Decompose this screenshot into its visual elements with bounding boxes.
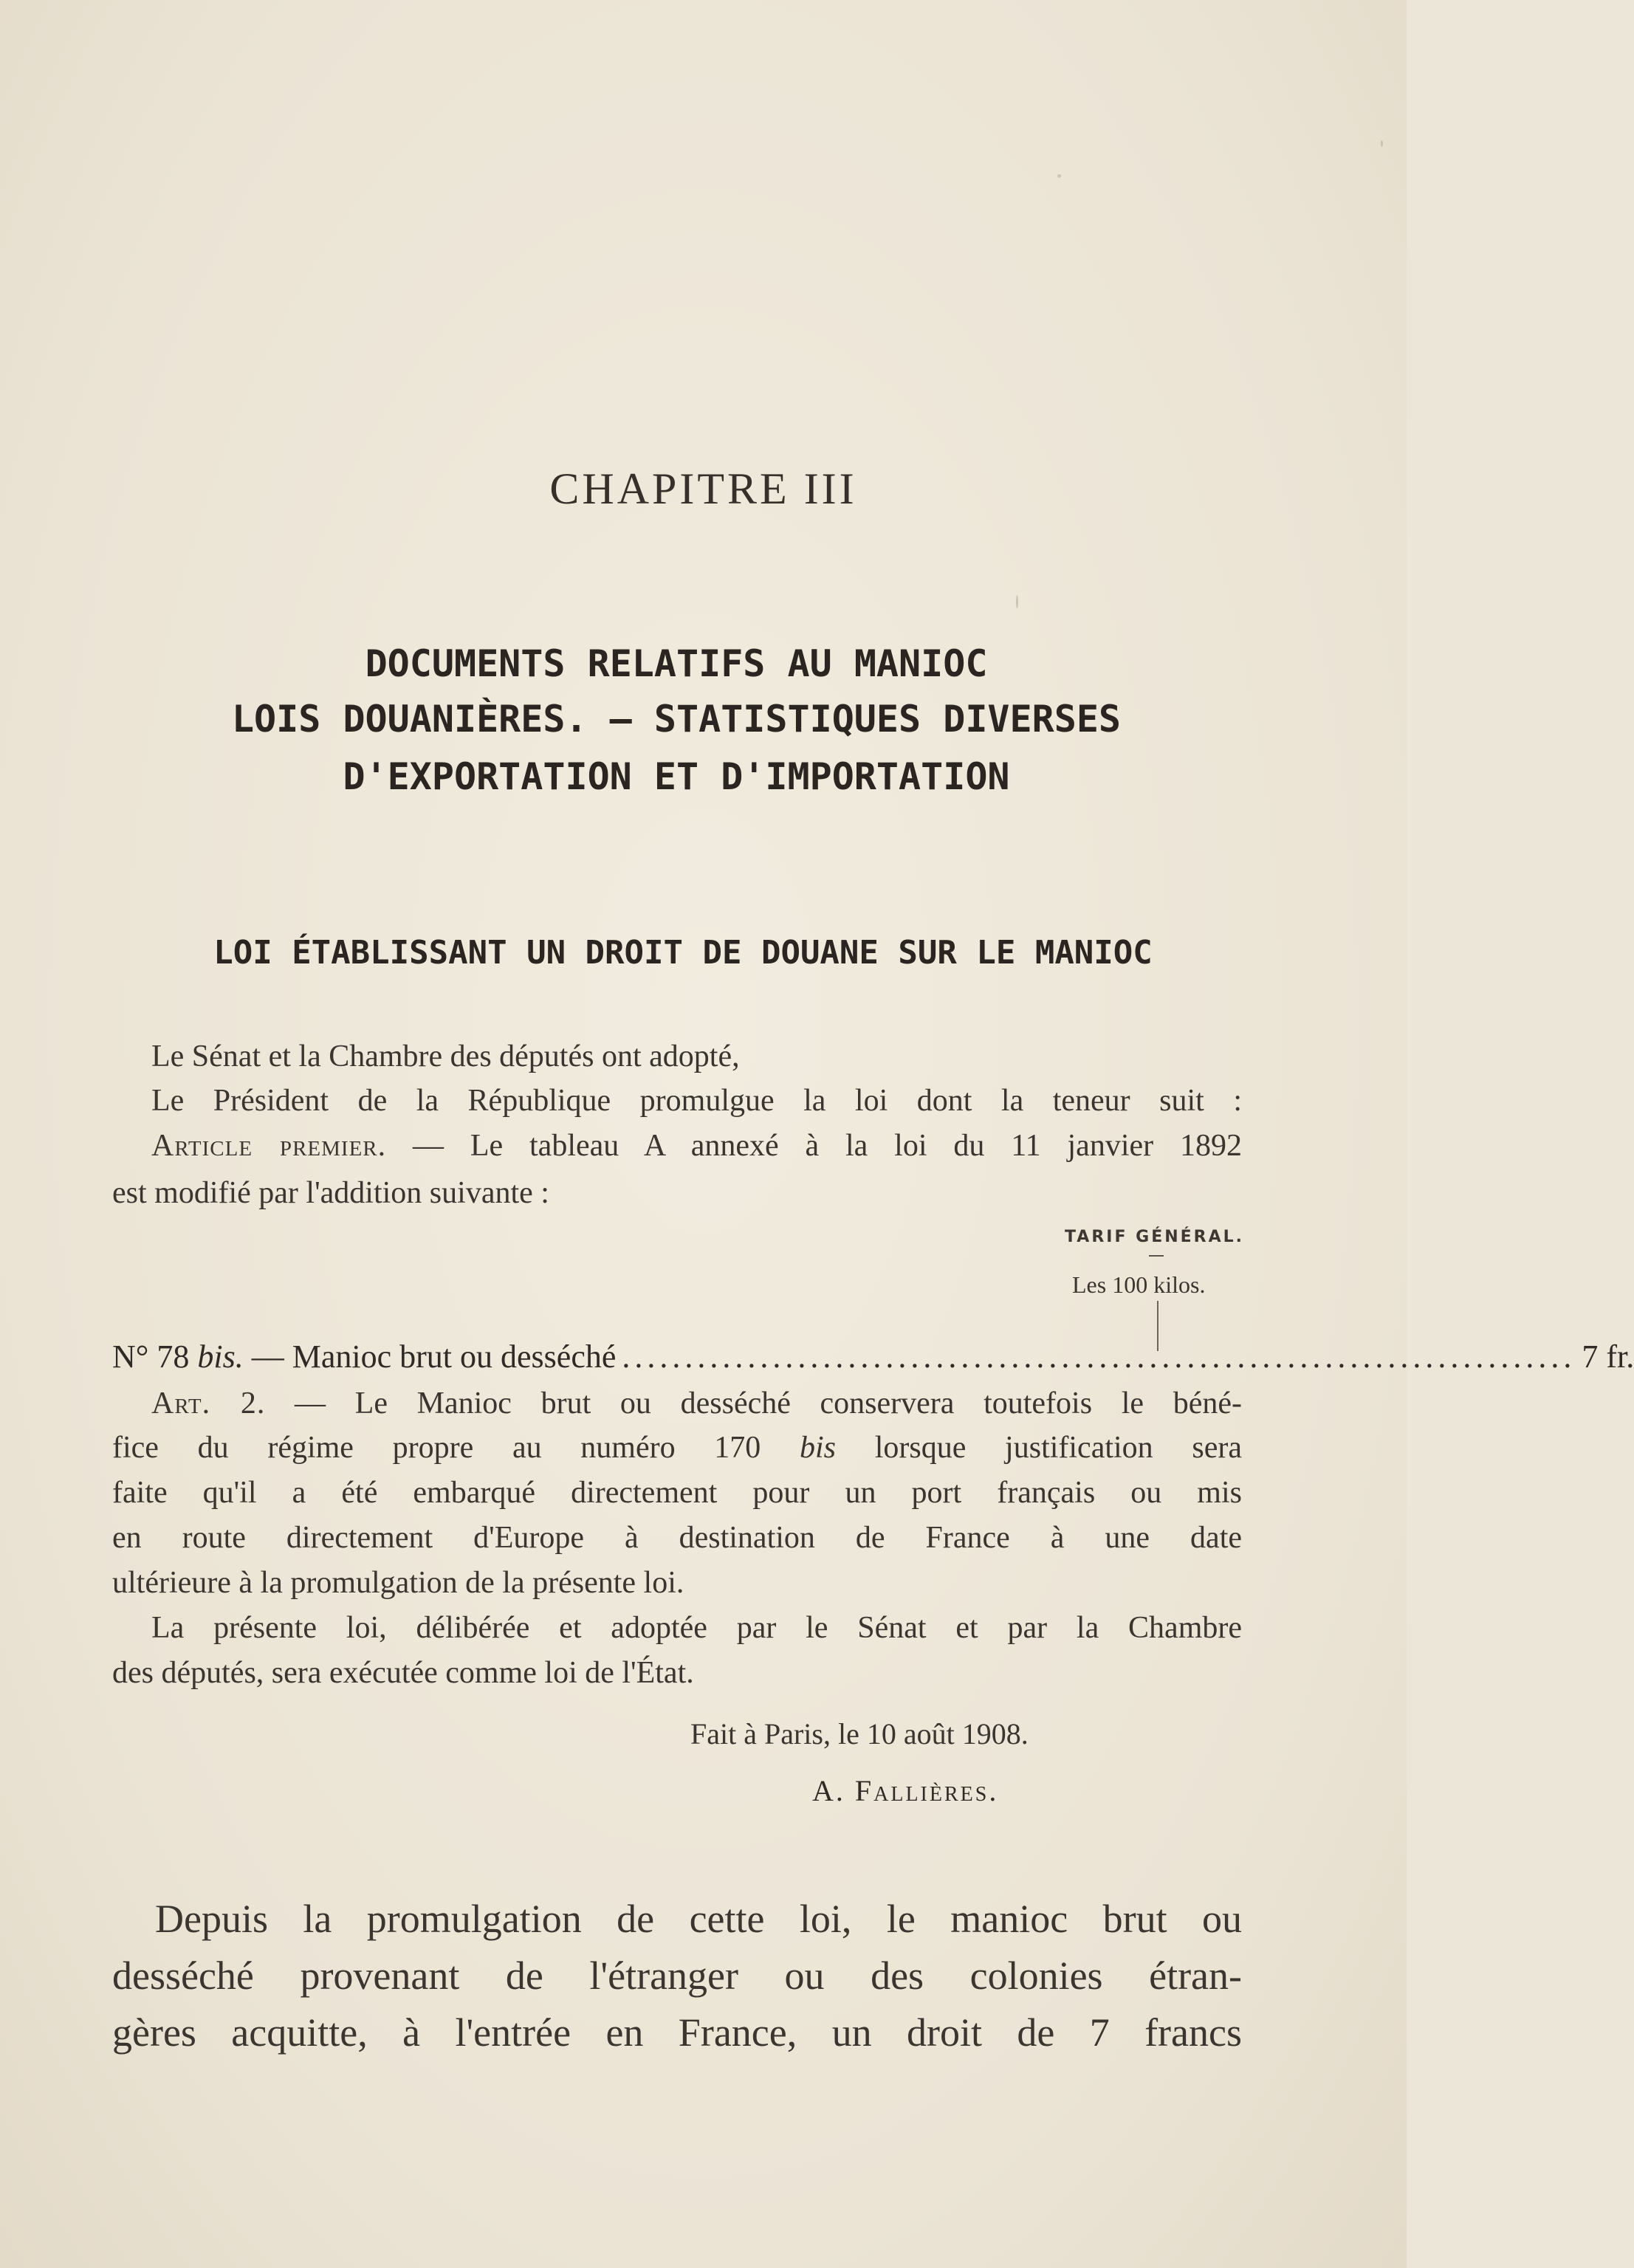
preamble-line-2: Le Président de la République promulgue la loi dont la teneur suit : xyxy=(151,1084,1242,1118)
article-1-text: — Le tableau A annexé à la loi du 11 janvier 1892 xyxy=(386,1129,1242,1163)
scan-speck xyxy=(1057,174,1061,178)
article-2-line-2 xyxy=(112,1432,1242,1463)
article-1-line-2: est modifié par l'addition suivante : xyxy=(112,1176,549,1210)
article-2-bis: bis xyxy=(800,1431,837,1465)
article-1-label: Article premier. xyxy=(151,1129,387,1163)
law-title: LOI ÉTABLISSANT UN DROIT DE DOUANE SUR LE MANIOC xyxy=(213,934,1153,972)
closing-line-1: La présente loi, délibérée et adoptée par le Sénat et par la Chambre xyxy=(151,1611,1242,1645)
section-heading-line-2: LOIS DOUANIÈRES. — STATISTIQUES DIVERSES xyxy=(231,698,1122,740)
article-2-line-4: en route directement d'Europe à destination de France à une date xyxy=(112,1521,1242,1555)
article-2-line-2-start: fice du régime propre au numéro 170 xyxy=(112,1431,800,1465)
tariff-column-header: TARIF GÉNÉRAL. xyxy=(1065,1228,1245,1246)
tariff-unit: Les 100 kilos. xyxy=(1072,1271,1206,1298)
tariff-item-text: — Manioc brut ou desséché xyxy=(243,1339,617,1375)
signature-name: A. Fallières. xyxy=(812,1774,999,1807)
body-line-2: desséché provenant de l'étranger ou des colonies étran- xyxy=(112,1953,1242,1998)
section-heading-line-3: D'EXPORTATION ET D'IMPORTATION xyxy=(343,755,1010,798)
tariff-price: 7 fr. xyxy=(1582,1339,1634,1375)
tariff-leader-dots: ............................................................................ xyxy=(622,1339,1576,1375)
article-2-line-3: faite qu'il a été embarqué directement pour un port français ou mis xyxy=(112,1476,1242,1510)
chapter-title: CHAPITRE III xyxy=(549,464,857,513)
section-heading-line-1: DOCUMENTS RELATIFS AU MANIOC xyxy=(365,642,988,685)
tariff-item-number: N° 78 xyxy=(112,1339,198,1375)
tariff-row xyxy=(112,1338,1634,1375)
body-line-3: gères acquitte, à l'entrée en France, un droit de 7 francs xyxy=(112,2010,1242,2055)
tariff-item-bis: bis. xyxy=(197,1339,244,1375)
article-2-label: Art. 2. xyxy=(151,1386,266,1420)
closing-line-2: des députés, sera exécutée comme loi de l'État. xyxy=(112,1656,694,1690)
article-2-line-2-end: lorsque justification sera xyxy=(836,1431,1242,1465)
signature-place-date: Fait à Paris, le 10 août 1908. xyxy=(690,1717,1029,1750)
tariff-header-dash xyxy=(1149,1255,1164,1257)
article-2-text: — Le Manioc brut ou desséché conservera toutefois le béné- xyxy=(265,1386,1242,1420)
preamble-line-1: Le Sénat et la Chambre des députés ont adopté, xyxy=(151,1040,740,1073)
scan-speck xyxy=(1016,595,1018,608)
article-2-line-1 xyxy=(151,1388,1242,1419)
scan-speck xyxy=(1381,140,1383,147)
tariff-item-label xyxy=(112,1338,616,1375)
article-1-line-1 xyxy=(151,1130,1242,1161)
article-2-line-5: ultérieure à la promulgation de la présente loi. xyxy=(112,1566,684,1600)
body-line-1: Depuis la promulgation de cette loi, le manioc brut ou xyxy=(155,1897,1242,1941)
